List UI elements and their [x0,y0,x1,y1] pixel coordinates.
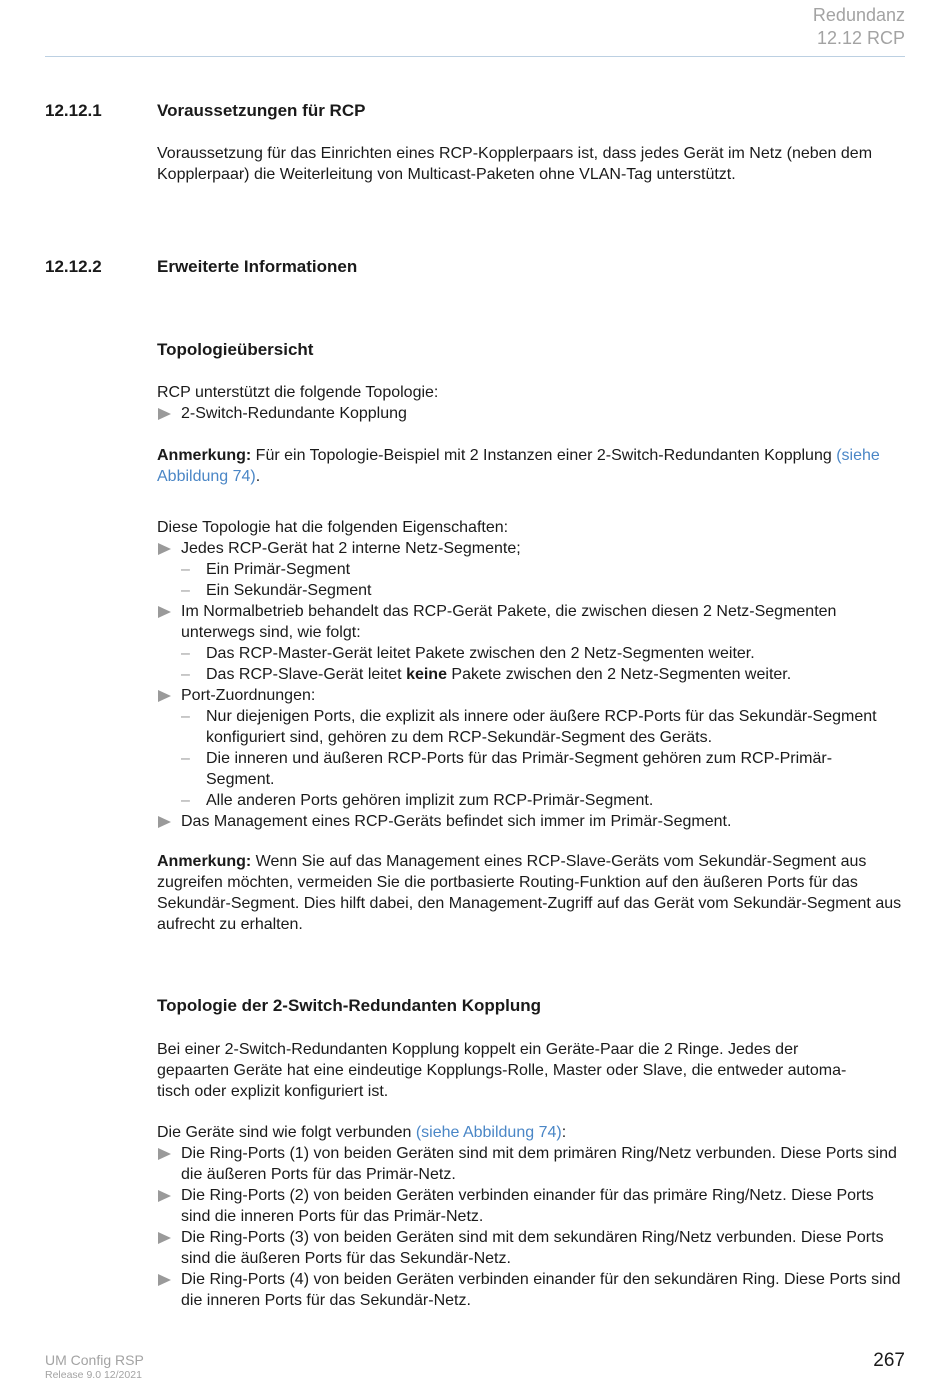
bullet-triangle-icon [158,690,171,702]
list-item: Die Ring-Ports (2) von beiden Geräten verbinden einander für das primäre Ring/Netz. Diese Ports sind die inneren Ports für das Primär-Netz. [157,1185,907,1227]
sub-list-item: – Das RCP-Master-Gerät leitet Pakete zwischen den 2 Netz-Segmenten weiter. [181,645,755,662]
dash-icon: – [181,708,190,725]
bullet-triangle-icon [158,543,171,555]
section-title: Erweiterte Informationen [157,257,358,276]
list-item: Das Management eines RCP-Geräts befindet sich immer im Primär-Segment. [157,811,907,832]
coupling-paragraph: Bei einer 2-Switch-Redundanten Kopplung koppelt ein Geräte-Paar die 2 Ringe. Jedes der gepaarten Geräte hat eine eindeutige Kopplungs-Rolle, Master oder Slave, die entweder automa- tisch oder explizit konfiguriert ist. [157,1041,847,1100]
footer [45,1352,144,1382]
sub-list-item: – Alle anderen Ports gehören implizit zum RCP-Primär-Segment. [181,792,654,809]
list-item: Die Ring-Ports (1) von beiden Geräten sind mit dem primären Ring/Netz verbunden. Diese Ports sind die äußeren Ports für das Primär-Netz. [157,1143,907,1185]
subsection-title: Topologie der 2-Switch-Redundanten Kopplung [157,996,542,1015]
running-header [813,4,905,50]
note-label: Anmerkung: [157,853,252,870]
section-title: Voraussetzungen für RCP [157,101,366,120]
header-chapter: Redundanz [812,5,905,25]
connection-list: Die Geräte sind wie folgt verbunden (siehe Abbildung 74): Die Ring-Ports (1) von beiden Geräten sind mit dem primären Ring/Netz verbunden. Diese Ports sind die äußeren Ports für das Primär-Netz. Die Ring-Ports (2) von beiden Geräten verbinden einander für das primäre Ring/Netz. Diese Ports sind die inneren Ports für das Primär-Netz. Die Ring-Ports (3) von beiden Geräten sind mit dem sekundären Ring/Netz verbunden. Diese Ports sind die äußeren Ports für das Sekundär-Netz. Die Ring-Ports (4) von beiden Geräten verbinden einander für den sekundären Ring. Diese Ports sind die inneren Ports für das Sekundär-Netz. [157,1122,907,1311]
dash-icon: – [181,750,190,767]
section-paragraph: Voraussetzung für das Einrichten eines RCP-Kopplerpaars ist, dass jedes Gerät im Netz (neben dem Kopplerpaar) die Weiterleitung von Multicast-Paketen ohne VLAN-Tag unterstützt. [157,145,873,183]
dash-icon: – [181,792,190,809]
header-rule [45,56,905,57]
sub-list-item: – Ein Sekundär-Segment [181,582,372,599]
section-number: 12.12.1 [45,101,102,120]
list-item: Port-Zuordnungen: [157,685,907,706]
figure-link[interactable]: (siehe Abbildung 74) [157,447,880,485]
dash-icon: – [181,561,190,578]
bullet-triangle-icon [158,408,171,420]
bullet-triangle-icon [158,816,171,828]
page-number: 267 [873,1350,905,1371]
subsection-title: Topologieübersicht [157,340,314,359]
bullet-triangle-icon [158,1148,171,1160]
dash-icon: – [181,645,190,662]
bullet-triangle-icon [158,1274,171,1286]
list-item: Die Ring-Ports (4) von beiden Geräten verbinden einander für den sekundären Ring. Diese Ports sind die inneren Ports für das Sekundär-Netz. [157,1269,907,1311]
bullet-triangle-icon [158,1190,171,1202]
note-label: Anmerkung: [157,447,252,464]
dash-icon: – [181,666,190,683]
sub-list-item: – Ein Primär-Segment [181,561,351,578]
list-item: Im Normalbetrieb behandelt das RCP-Gerät Pakete, die zwischen diesen 2 Netz-Segmenten unterwegs sind, wie folgt: [157,601,907,643]
sub-list-item: – Die inneren und äußeren RCP-Ports für das Primär-Segment gehören zum RCP-Primär-Segment. [181,750,833,788]
footer-release: Release 9.0 12/2021 [45,1369,142,1381]
list-item: Die Ring-Ports (3) von beiden Geräten sind mit dem sekundären Ring/Netz verbunden. Diese Ports sind die äußeren Ports für das Sekundär-Netz. [157,1227,907,1269]
note: Anmerkung: Wenn Sie auf das Management eines RCP-Slave-Geräts vom Sekundär-Segment aus zugreifen möchten, vermeiden Sie die portbasierte Routing-Funktion auf den äußeren Ports für das Sekundär-Segment. Dies hilft dabei, den Management-Zugriff auf das Gerät vom Sekundär-Segment aus aufrecht zu erhalten. [157,853,902,933]
footer-doc-title: UM Config RSP [45,1352,144,1368]
bullet-triangle-icon [158,1232,171,1244]
bullet-triangle-icon [158,606,171,618]
dash-icon: – [181,582,190,599]
topology-intro: RCP unterstützt die folgende Topologie: 2-Switch-Redundante Kopplung [157,382,907,424]
header-section: 12.12 RCP [816,28,905,48]
list-item: Jedes RCP-Gerät hat 2 interne Netz-Segmente; [157,538,907,559]
list-item: 2-Switch-Redundante Kopplung [157,403,907,424]
section-number: 12.12.2 [45,257,102,276]
note: Anmerkung: Für ein Topologie-Beispiel mit 2 Instanzen einer 2-Switch-Redundanten Kopplung (siehe Abbildung 74). [157,447,880,485]
sub-list-item: – Nur diejenigen Ports, die explizit als innere oder äußere RCP-Ports für das Sekundär-Segment konfiguriert sind, gehören zu dem RCP-Sekundär-Segment des Geräts. [181,708,877,746]
sub-list-item: – Das RCP-Slave-Gerät leitet keine Pakete zwischen den 2 Netz-Segmenten weiter. [181,666,792,683]
figure-link[interactable]: (siehe Abbildung 74) [415,1124,562,1141]
properties-list: Diese Topologie hat die folgenden Eigenschaften: Jedes RCP-Gerät hat 2 interne Netz-Segmente; – Ein Primär-Segment – Ein Sekundär-Segment Im Normalbetrieb behandelt das RCP-Gerät Pakete, die zwischen diesen 2 Netz-Segmenten unterwegs sind, wie folgt: – Das RCP-Master-Gerät leitet Pakete zwischen den 2 Netz-Segmenten weiter. – Das RCP-Slave-Gerät leitet keine Pakete zwischen den 2 Netz-Segmenten weiter. Port-Zuordnungen: – Nur diejenigen Ports, die explizit als innere oder äußere RCP-Ports für das Sekundär-Segment konfiguriert sind, gehören zu dem RCP-Sekundär-Segment des Geräts. – Die inneren und äußeren RCP-Ports für das Primär-Segment gehören zum RCP-Primär-Segment. – Alle anderen Ports gehören implizit zum RCP-Primär-Segment. Das Management eines RCP-Geräts befindet sich immer im Primär-Segment. [157,517,907,832]
